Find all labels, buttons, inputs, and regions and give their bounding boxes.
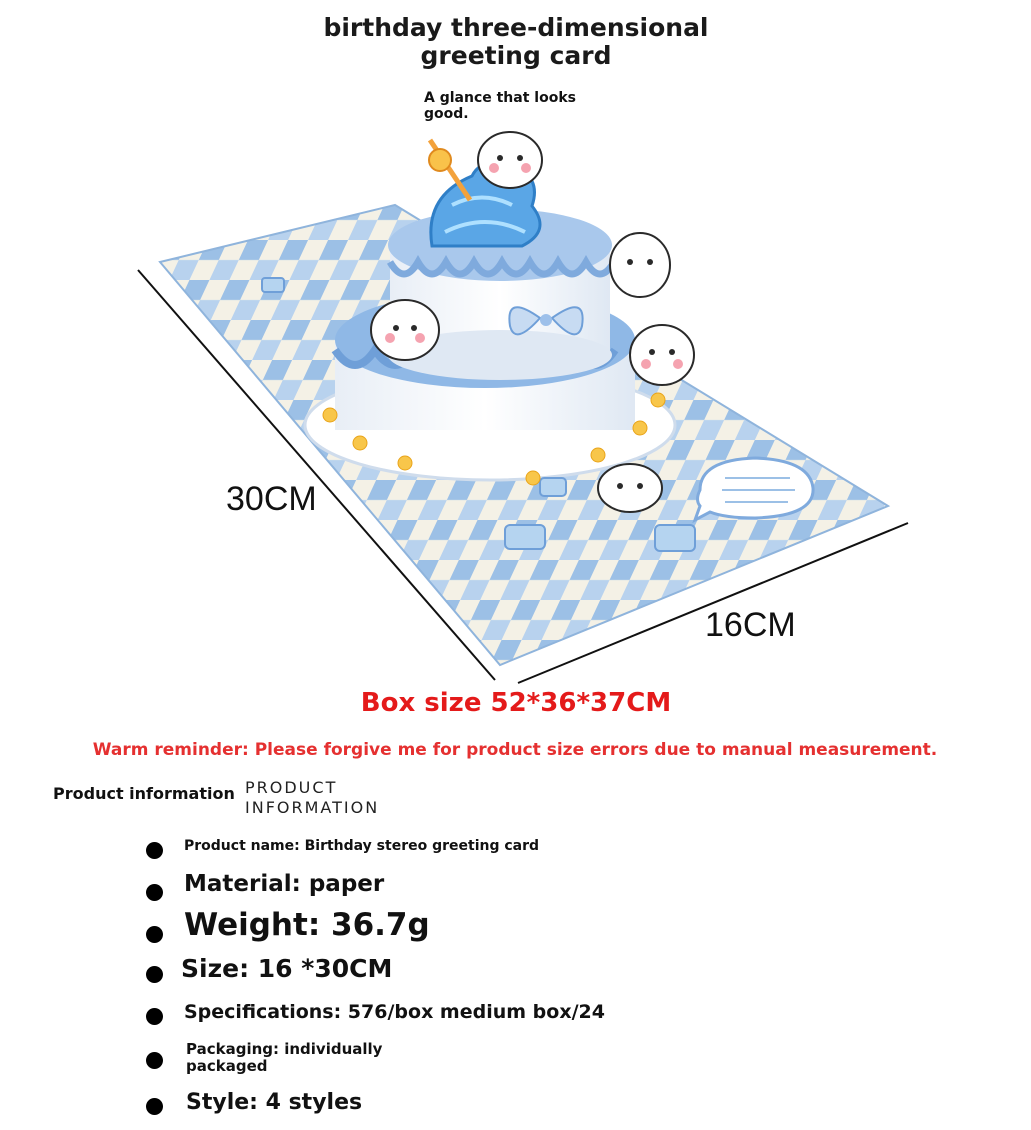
tagline: A glance that looks good.: [424, 90, 576, 122]
bullet-icon: [146, 1008, 163, 1025]
bullet-icon: [146, 1052, 163, 1069]
spec-weight: Weight: 36.7g: [184, 907, 430, 943]
spec-style: Style: 4 styles: [186, 1090, 363, 1115]
spec-size: Size: 16 *30CM: [181, 954, 393, 983]
spec-packaging: Packaging: individually packaged: [186, 1040, 383, 1075]
bullet-icon: [146, 1098, 163, 1115]
spec-material: Material: paper: [184, 871, 385, 897]
height-label: 30CM: [226, 480, 317, 518]
product-info-label: Product information: [53, 784, 235, 803]
width-label: 16CM: [705, 606, 796, 644]
bullet-icon: [146, 926, 163, 943]
box-size: Box size 52*36*37CM: [360, 688, 672, 718]
page-title: birthday three-dimensional greeting card: [323, 13, 709, 70]
bullet-icon: [146, 884, 163, 901]
bullet-icon: [146, 966, 163, 983]
warm-reminder: Warm reminder: Please forgive me for product size errors due to manual measurement.: [92, 740, 938, 760]
bullet-icon: [146, 842, 163, 859]
speech-bubble: [695, 458, 813, 520]
product-info-label-en: PRODUCT INFORMATION: [245, 778, 380, 817]
spec-product-name: Product name: Birthday stereo greeting card: [184, 838, 540, 854]
spec-specifications: Specifications: 576/box medium box/24: [184, 1001, 605, 1023]
